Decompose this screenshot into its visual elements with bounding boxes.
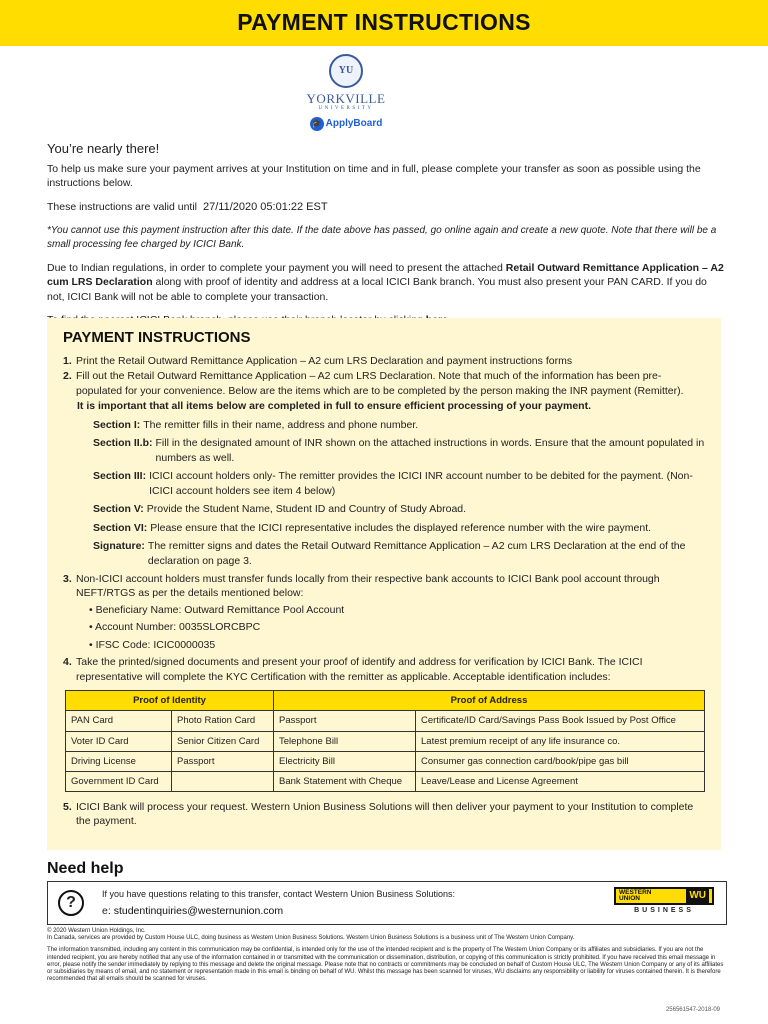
graduation-cap-icon: 🎓	[310, 117, 324, 131]
intro-section	[47, 140, 727, 337]
payment-instructions-panel	[47, 318, 721, 850]
table-row: Voter ID Card Senior Citizen Card Telephone Bill Latest premium receipt of any life insurance co.	[66, 731, 705, 751]
question-icon: ?	[58, 890, 84, 916]
help-text: If you have questions relating to this transfer, contact Western Union Business Solutions:	[102, 888, 456, 899]
title-banner	[0, 0, 768, 46]
copyright: © 2020 Western Union Holdings, Inc. In Canada, services are provided by Custom House ULC, doing business as Western Union Business Solutions. Western Union Business Solutions is a business unit of The Western Union Company.	[47, 928, 575, 942]
section-item: Section V: Provide the Student Name, Student ID and Country of Study Abroad.	[93, 503, 467, 516]
list-item: • Account Number: 0035SLORCBPC	[89, 621, 261, 634]
help-box	[47, 881, 727, 925]
step-5: 5. ICICI Bank will process your request. Western Union Business Solutions will then deliver your payment to your Institution to complete the payment.	[63, 800, 694, 828]
list-item: • IFSC Code: ICIC0000035	[89, 638, 216, 651]
step-4: 4. Take the printed/signed documents and present your proof of identify and address for verification by ICICI Bank. The ICICI representative will complete the KYC Certification with the remitter as applicable. Acceptable identification includes:	[63, 656, 643, 683]
intro-lead: To help us make sure your payment arrives at your Institution on time and in full, please complete your transfer as soon as possible using the instructions below.	[47, 162, 701, 190]
identification-table	[65, 690, 705, 792]
support-email-link[interactable]: studentinquiries@westernunion.com	[113, 904, 284, 917]
form-sections	[93, 418, 705, 568]
table-row: Driving License Passport Electricity Bill Consumer gas connection card/book/pipe gas bill	[66, 751, 705, 771]
western-union-logo: WESTERN UNION WU BUSINESS	[614, 887, 714, 919]
table-row: Government ID Card Bank Statement with Cheque Leave/Lease and License Agreement	[66, 771, 705, 791]
important-note: It is important that all items below are completed in full to ensure efficient processing of your payment.	[77, 400, 592, 413]
step-1: 1. Print the Retail Outward Remittance Application – A2 cum LRS Declaration and payment instructions forms	[63, 354, 573, 367]
identity-header: Proof of Identity	[66, 691, 274, 711]
valid-until-date: 27/11/2020 05:01:22 EST	[203, 200, 328, 213]
validity-line: These instructions are valid until 27/11/2020 05:01:22 EST	[47, 200, 727, 215]
step-3: 3. Non-ICICI account holders must transfer funds locally from their respective bank accounts to ICICI Bank pool account through NEFT/RTGS as per the details mentioned below:	[63, 572, 660, 600]
need-help-heading: Need help	[47, 860, 124, 877]
expiry-note: *You cannot use this payment instruction after this date. If the date above has passed, go online again and create a new quote. Note that there will be a small processing fee charged by ICICI Bank.	[47, 225, 717, 250]
school-subtitle: UNIVERSITY	[318, 105, 374, 111]
help-email-line: e: studentinquiries@westernunion.com	[102, 904, 284, 917]
instructions-heading: PAYMENT INSTRUCTIONS	[63, 329, 251, 346]
list-item: • Beneficiary Name: Outward Remittance Pool Account	[89, 603, 345, 616]
greeting: You’re nearly there!	[47, 141, 160, 156]
section-item: Section I: The remitter fills in their name, address and phone number.	[93, 418, 419, 431]
step-2: 2. Fill out the Retail Outward Remittance Application – A2 cum LRS Declaration. Note that much of the information has been pre-populated for your convenience. Below are the items which are to be completed by the person making the INR payment (Remitter).	[63, 370, 684, 397]
address-header: Proof of Address	[274, 691, 705, 711]
help-contact	[102, 888, 614, 919]
institution-logo	[300, 52, 392, 138]
regulation-text: Due to Indian regulations, in order to complete your payment you will need to present the attached Retail Outward Remittance Application – A2 cum LRS Declaration along with proof of identity and address at a local ICICI Bank branch. You must also present your PAN CARD. If you do not, ICICI Bank will not be able to complete your transaction.	[47, 261, 724, 303]
section-item: Section VI: Please ensure that the ICICI representative includes the displayed reference number with the wire payment.	[93, 521, 652, 534]
document-code: 256561547-2018-09	[665, 1007, 720, 1013]
pool-account-details	[89, 603, 705, 652]
crest-icon: YU	[329, 54, 363, 88]
section-item: Section II.b: Fill in the designated amount of INR shown on the attached instructions in words. Ensure that the amount populated in numbers as well.	[93, 437, 705, 464]
table-header-row	[66, 691, 705, 711]
section-item: Section III: ICICI account holders only- The remitter provides the ICICI INR account number to be debited for the payment. (Non-ICICI account holders see item 4 below)	[93, 470, 693, 497]
legal-footer	[47, 928, 727, 988]
table-row: PAN Card Photo Ration Card Passport Certificate/ID Card/Savings Pass Book Issued by Post Office	[66, 711, 705, 731]
section-item: Signature: The remitter signs and dates the Retail Outward Remittance Application – A2 cum LRS Declaration at the end of the declaration on page 3.	[93, 540, 686, 567]
applyboard-logo: 🎓 ApplyBoard	[300, 117, 392, 131]
page-title: PAYMENT INSTRUCTIONS	[237, 9, 531, 36]
school-name: YORKVILLE	[306, 91, 386, 106]
disclaimer: The information transmitted, including any content in this communication may be confidential, is intended only for the use of the intended recipient and is the property of The Western Union Company or its affiliates and subsidiaries. If you are not the intended recipient, you are hereby notified that any use of the information contained in or transmitted with the communication or dissemination, distribution, or copying of this communication is strictly prohibited. If you have received this email message in error, please notify the sender immediately by replying to this message and delete the original message. Please note that no contracts or commitments may be concluded on behalf of Custom House ULC, The Western Union Company or any of its affiliates or subsidiaries by means of email, and no statement or representation made in this email is binding on behalf of WU. Whilst this message has been scanned for viruses, WU disclaims any responsibility or liability for viruses contained therein. It is therefore recommended that all emails should be scanned for viruses.	[47, 947, 724, 983]
